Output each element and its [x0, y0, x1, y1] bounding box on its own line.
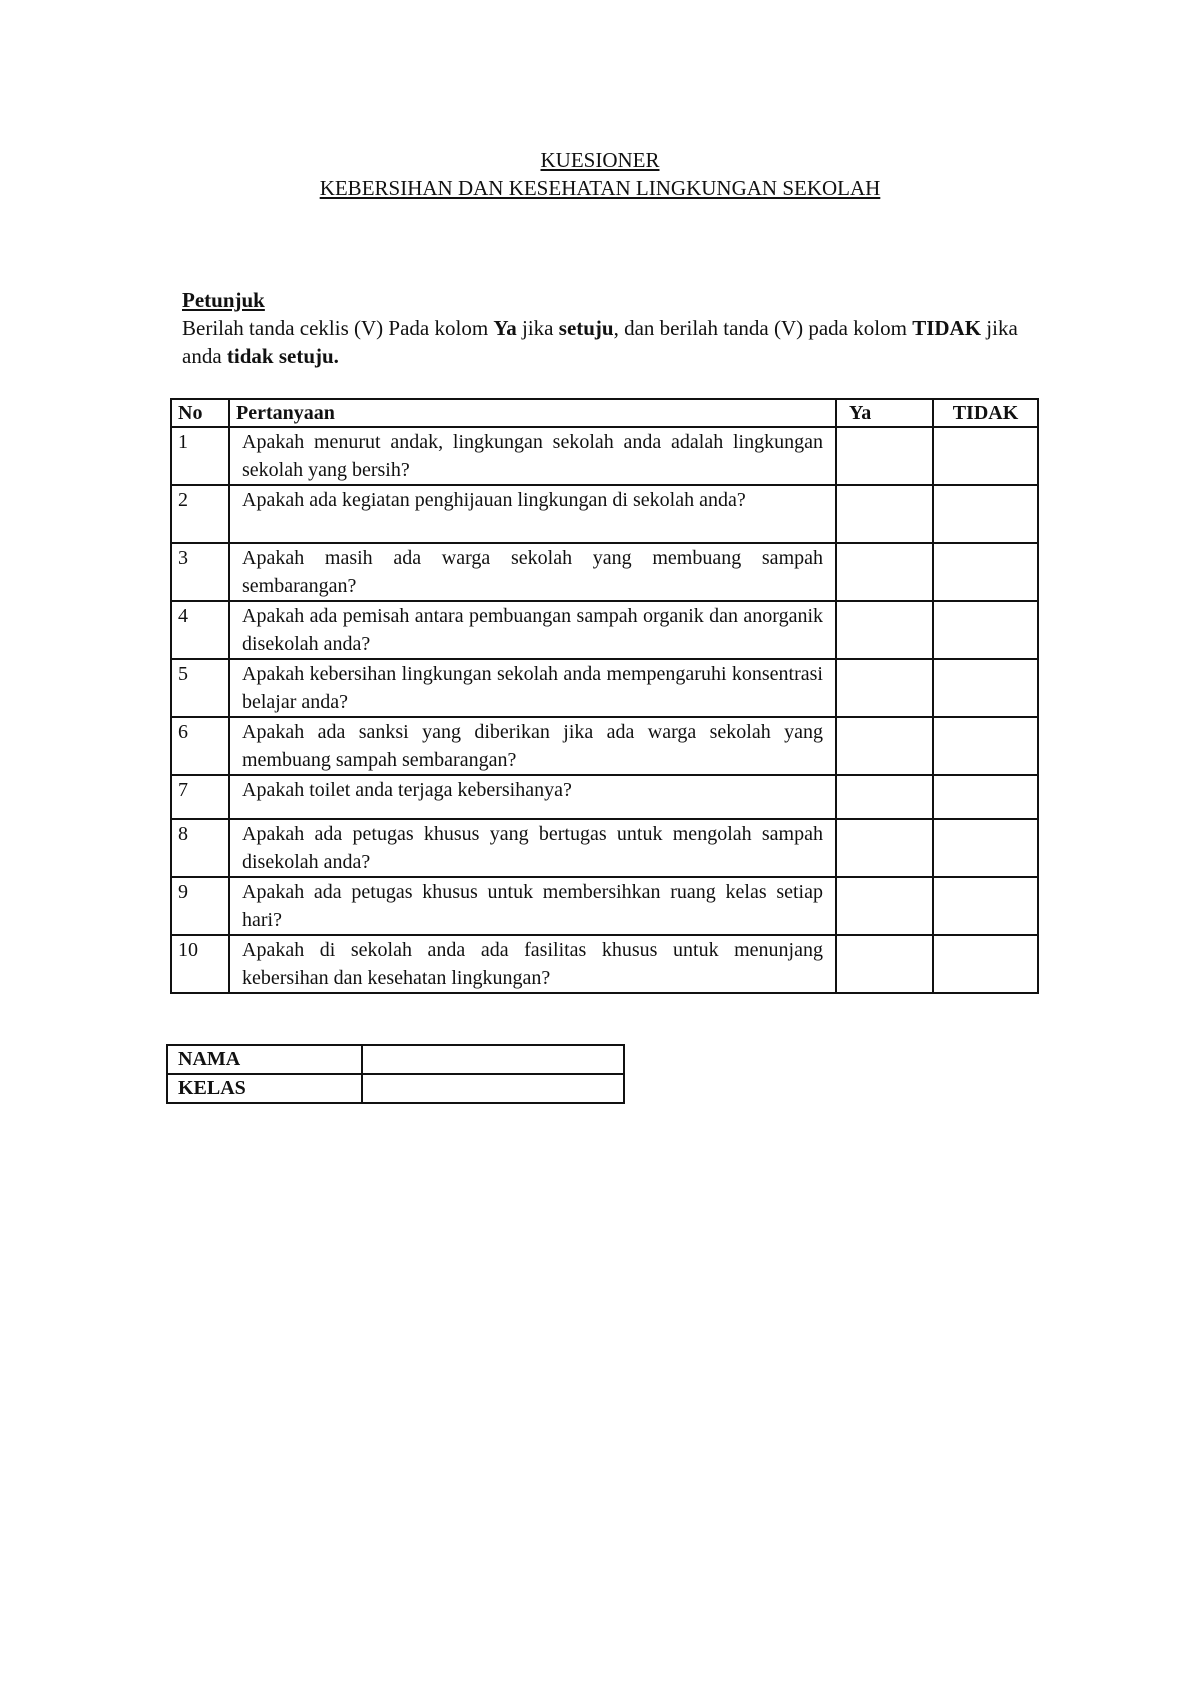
name-label: NAMA — [167, 1045, 362, 1074]
header-tidak: TIDAK — [933, 399, 1038, 427]
question-text: Apakah kebersihan lingkungan sekolah anda mempengaruhi konsentrasi belajar anda? — [229, 659, 836, 717]
table-row — [171, 427, 1038, 485]
row-number: 4 — [171, 601, 229, 659]
row-number: 8 — [171, 819, 229, 877]
answer-ya-cell[interactable] — [836, 877, 933, 935]
answer-ya-cell[interactable] — [836, 935, 933, 993]
instructions-text-part: jika — [516, 316, 559, 340]
table-header-row — [171, 399, 1038, 427]
question-text: Apakah ada kegiatan penghijauan lingkungan di sekolah anda? — [229, 485, 836, 543]
question-text: Apakah ada pemisah antara pembuangan sampah organik dan anorganik disekolah anda? — [229, 601, 836, 659]
name-field[interactable] — [362, 1045, 624, 1074]
question-text: Apakah masih ada warga sekolah yang membuang sampah sembarangan? — [229, 543, 836, 601]
answer-tidak-cell[interactable] — [933, 935, 1038, 993]
name-row — [167, 1045, 624, 1074]
answer-ya-cell[interactable] — [836, 485, 933, 543]
row-number: 3 — [171, 543, 229, 601]
question-text: Apakah ada petugas khusus untuk membersihkan ruang kelas setiap hari? — [229, 877, 836, 935]
identity-table — [166, 1044, 625, 1104]
instructions-text-part: Berilah tanda ceklis (V) Pada kolom — [182, 316, 494, 340]
answer-tidak-cell[interactable] — [933, 877, 1038, 935]
question-text: Apakah toilet anda terjaga kebersihanya? — [229, 775, 836, 819]
question-text: Apakah di sekolah anda ada fasilitas khusus untuk menunjang kebersihan dan kesehatan lingkungan? — [229, 935, 836, 993]
instructions-text — [182, 314, 1052, 370]
class-row — [167, 1074, 624, 1103]
question-text: Apakah menurut andak, lingkungan sekolah anda adalah lingkungan sekolah yang bersih? — [229, 427, 836, 485]
row-number: 5 — [171, 659, 229, 717]
table-row — [171, 601, 1038, 659]
answer-ya-cell[interactable] — [836, 659, 933, 717]
answer-tidak-cell[interactable] — [933, 819, 1038, 877]
row-number: 9 — [171, 877, 229, 935]
instructions-bold-tidak: TIDAK — [912, 316, 982, 340]
question-text: Apakah ada petugas khusus yang bertugas untuk mengolah sampah disekolah anda? — [229, 819, 836, 877]
answer-ya-cell[interactable] — [836, 775, 933, 819]
instructions-text-part: , dan berilah tanda (V) pada kolom — [613, 316, 913, 340]
row-number: 10 — [171, 935, 229, 993]
title-line-1: KUESIONER — [540, 148, 660, 172]
question-text: Apakah ada sanksi yang diberikan jika ada warga sekolah yang membuang sampah sembarangan? — [229, 717, 836, 775]
table-row — [171, 717, 1038, 775]
instructions-bold-tidak-setuju: tidak setuju. — [226, 344, 339, 368]
answer-tidak-cell[interactable] — [933, 717, 1038, 775]
instructions-text-part: jika anda — [182, 316, 1018, 368]
instructions-heading: Petunjuk — [182, 288, 265, 312]
answer-tidak-cell[interactable] — [933, 427, 1038, 485]
answer-tidak-cell[interactable] — [933, 659, 1038, 717]
table-row — [171, 877, 1038, 935]
title-line-2: KEBERSIHAN DAN KESEHATAN LINGKUNGAN SEKOLAH — [319, 176, 881, 200]
row-number: 2 — [171, 485, 229, 543]
table-row — [171, 775, 1038, 819]
header-question: Pertanyaan — [229, 399, 836, 427]
answer-tidak-cell[interactable] — [933, 485, 1038, 543]
instructions-bold-setuju: setuju — [558, 316, 614, 340]
class-label: KELAS — [167, 1074, 362, 1103]
row-number: 6 — [171, 717, 229, 775]
row-number: 1 — [171, 427, 229, 485]
answer-tidak-cell[interactable] — [933, 601, 1038, 659]
instructions — [182, 286, 1052, 370]
answer-ya-cell[interactable] — [836, 427, 933, 485]
answer-tidak-cell[interactable] — [933, 775, 1038, 819]
table-row — [171, 485, 1038, 543]
table-row — [171, 935, 1038, 993]
header-ya: Ya — [836, 399, 933, 427]
row-number: 7 — [171, 775, 229, 819]
table-row — [171, 543, 1038, 601]
instructions-bold-ya: Ya — [493, 316, 517, 340]
header-no: No — [171, 399, 229, 427]
answer-ya-cell[interactable] — [836, 819, 933, 877]
class-field[interactable] — [362, 1074, 624, 1103]
questionnaire-table — [170, 398, 1039, 994]
answer-ya-cell[interactable] — [836, 543, 933, 601]
document-title — [0, 146, 1200, 202]
answer-ya-cell[interactable] — [836, 717, 933, 775]
answer-ya-cell[interactable] — [836, 601, 933, 659]
table-row — [171, 659, 1038, 717]
answer-tidak-cell[interactable] — [933, 543, 1038, 601]
table-row — [171, 819, 1038, 877]
